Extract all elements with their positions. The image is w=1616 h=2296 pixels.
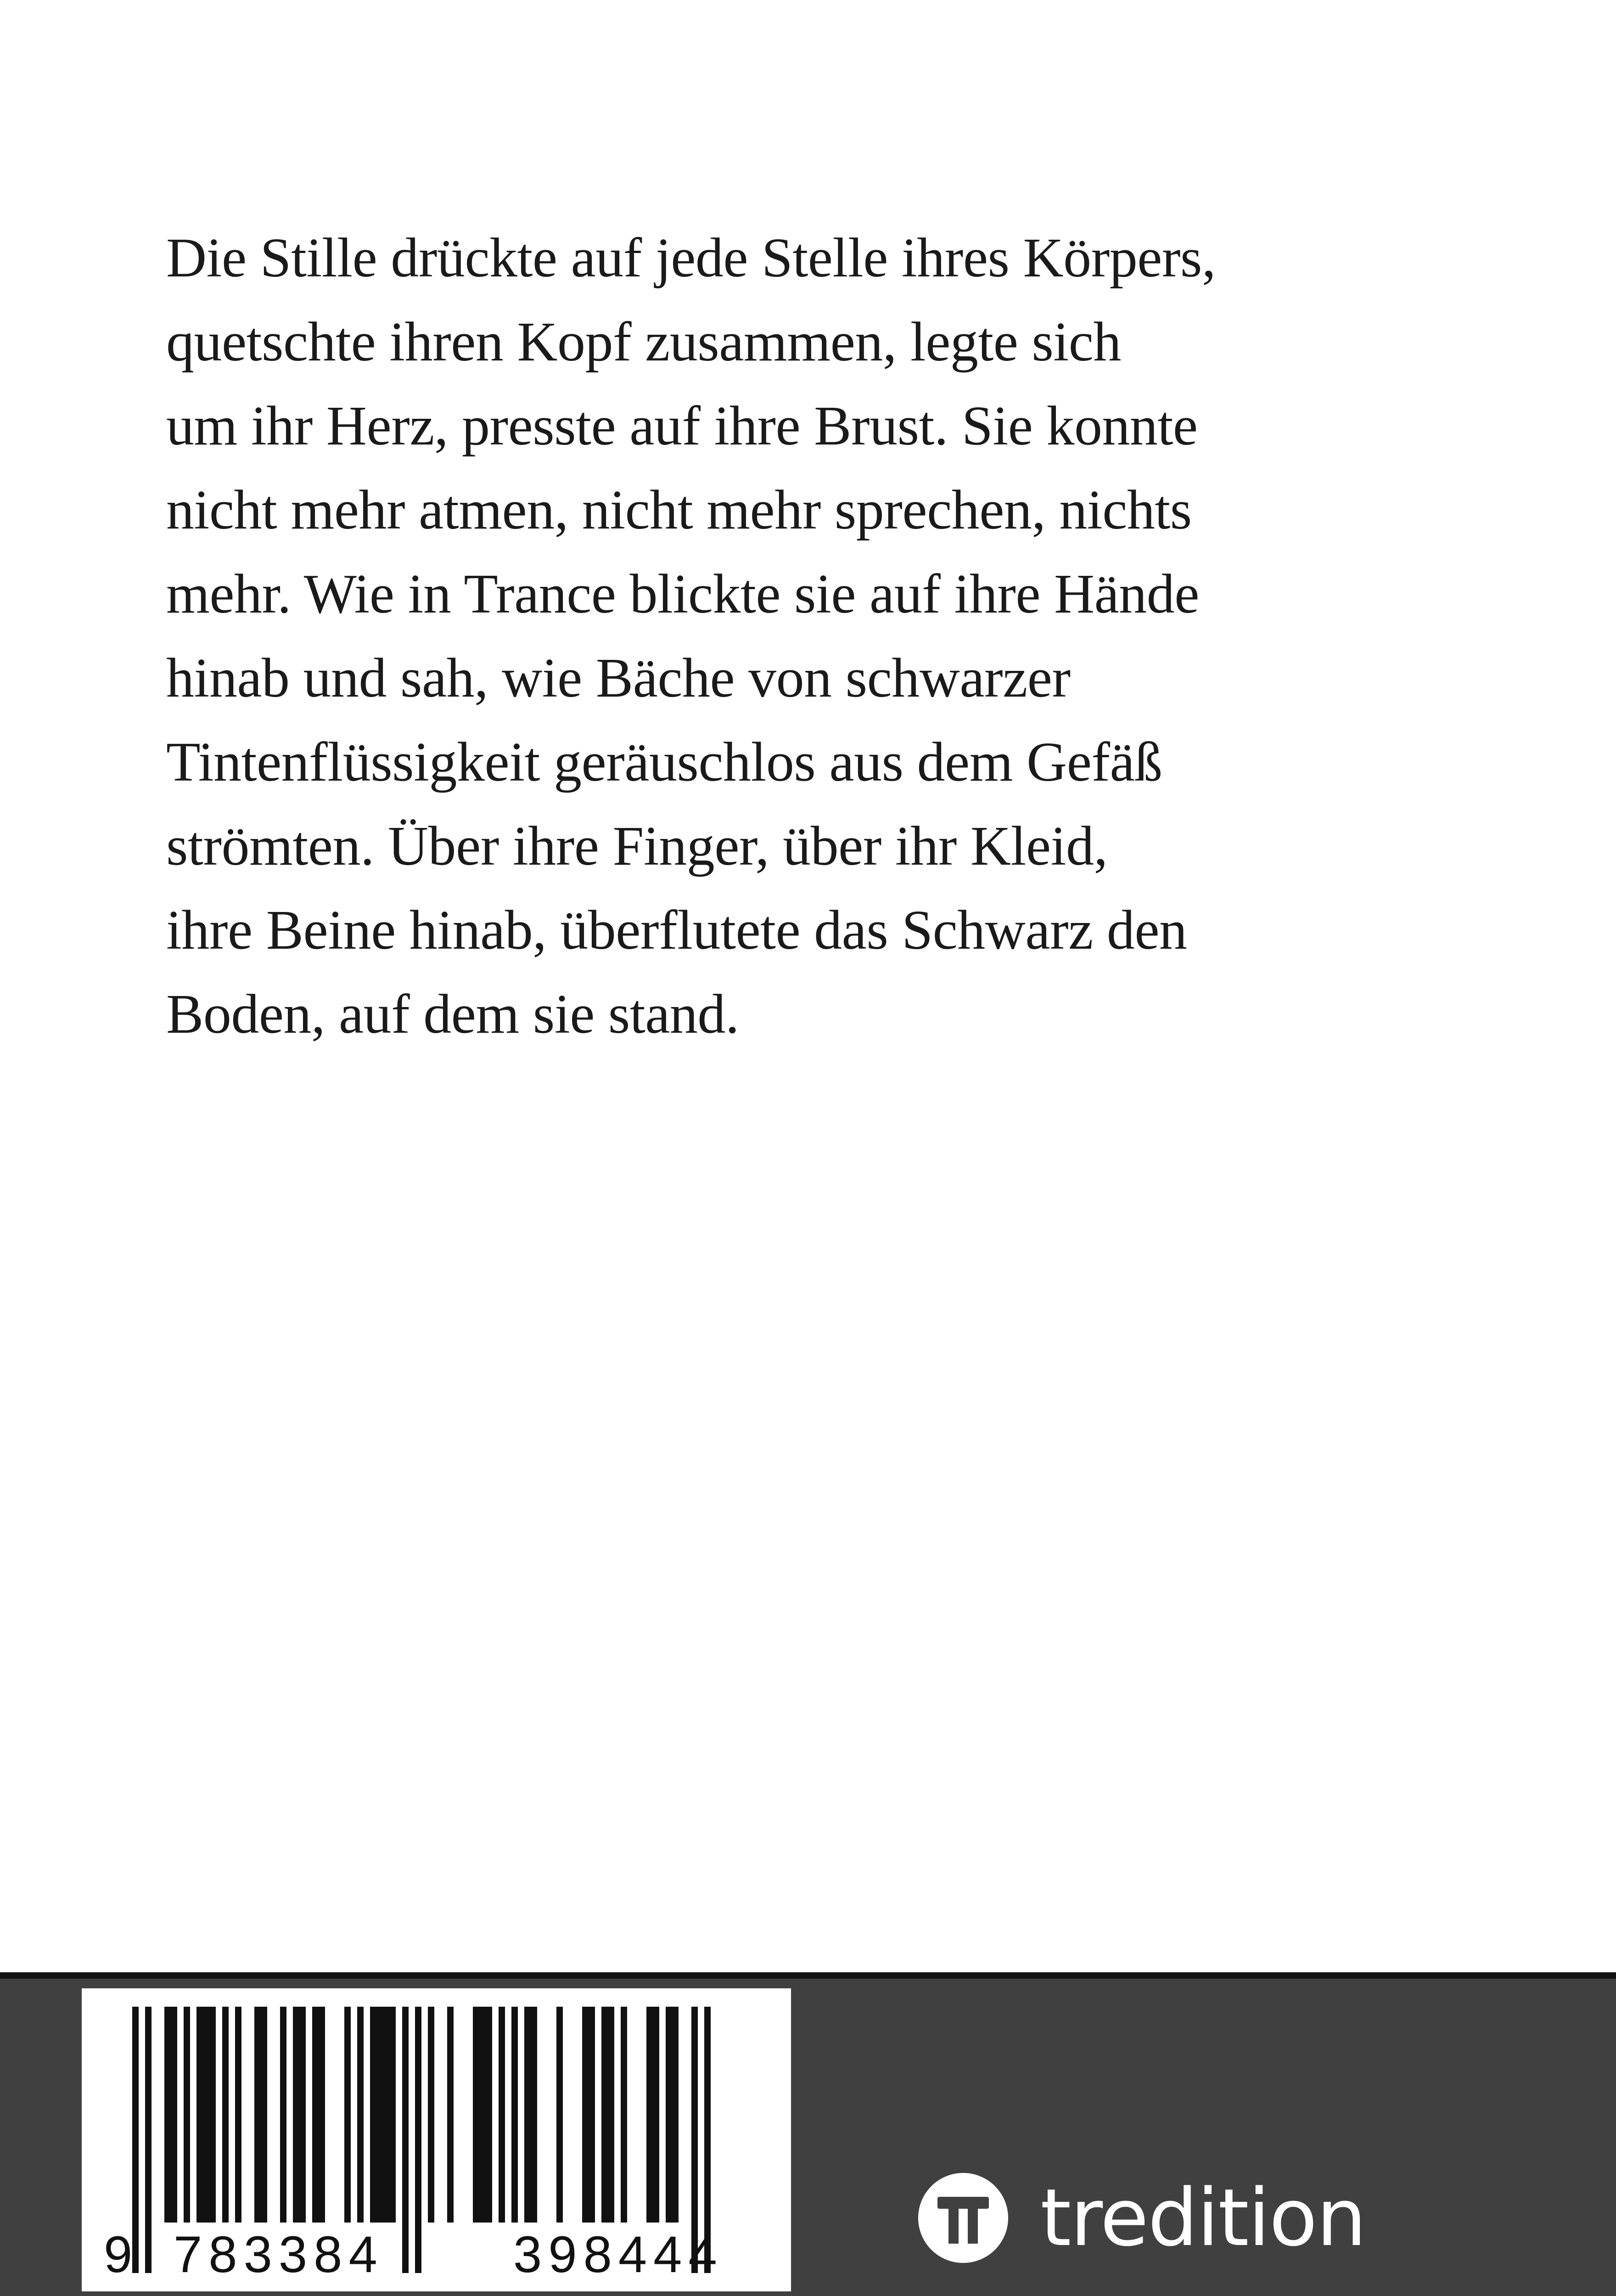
- barcode-bar: [196, 2007, 216, 2223]
- barcode-bar: [370, 2007, 396, 2223]
- barcode-bar: [344, 2007, 351, 2223]
- barcode-bar: [280, 2007, 286, 2223]
- barcode-bar: [524, 2007, 537, 2223]
- tredition-t-logo-icon: [918, 2173, 1008, 2263]
- blurb-line: Boden, auf dem sie stand.: [166, 983, 739, 1045]
- publisher-brand: [918, 2167, 1366, 2268]
- barcode-bar: [293, 2007, 306, 2223]
- isbn-left-group: 783384: [174, 2226, 384, 2283]
- barcode-bar: [312, 2007, 325, 2223]
- blurb-line: Tintenflüssigkeit geräuschlos aus dem Gefäß: [166, 731, 1162, 793]
- barcode-bar: [511, 2007, 518, 2223]
- barcode-bar: [222, 2007, 229, 2223]
- blurb-line: um ihr Herz, presste auf ihre Brust. Sie konnte: [166, 395, 1198, 457]
- barcode-bar: [428, 2007, 434, 2223]
- isbn-barcode: [82, 1988, 791, 2291]
- barcode-bar: [621, 2007, 627, 2223]
- barcode-bar: [646, 2007, 659, 2223]
- barcode-bar: [357, 2007, 364, 2223]
- barcode-bar: [184, 2007, 190, 2223]
- barcode-bar: [601, 2007, 614, 2223]
- barcode-bar: [582, 2007, 595, 2223]
- isbn-digits: [82, 2227, 791, 2282]
- barcode-bar: [666, 2007, 679, 2223]
- barcode-bar: [473, 2007, 492, 2223]
- barcode-bar: [164, 2007, 177, 2223]
- barcode-bar: [235, 2007, 241, 2223]
- barcode-bar: [254, 2007, 267, 2223]
- barcode-bar: [447, 2007, 454, 2223]
- blurb-line: strömten. Über ihre Finger, über ihr Kleid,: [166, 815, 1108, 877]
- barcode-bar: [556, 2007, 563, 2223]
- isbn-lead-digit: 9: [104, 2226, 133, 2283]
- blurb-line: nicht mehr atmen, nicht mehr sprechen, nichts: [166, 479, 1192, 541]
- blurb-line: Die Stille drückte auf jede Stelle ihres Körpers,: [166, 227, 1216, 289]
- isbn-right-group: 398444: [513, 2226, 724, 2283]
- blurb-line: hinab und sah, wie Bäche von schwarzer: [166, 647, 1071, 709]
- blurb-line: mehr. Wie in Trance blickte sie auf ihre Hände: [166, 563, 1199, 625]
- barcode-bar: [499, 2007, 505, 2223]
- footer-divider: [0, 1972, 1616, 1979]
- blurb-text: [166, 216, 1360, 1056]
- blurb-line: ihre Beine hinab, überflutete das Schwarz den: [166, 899, 1187, 961]
- publisher-name: tredition: [1040, 2172, 1366, 2264]
- blurb-line: quetschte ihren Kopf zusammen, legte sich: [166, 311, 1121, 373]
